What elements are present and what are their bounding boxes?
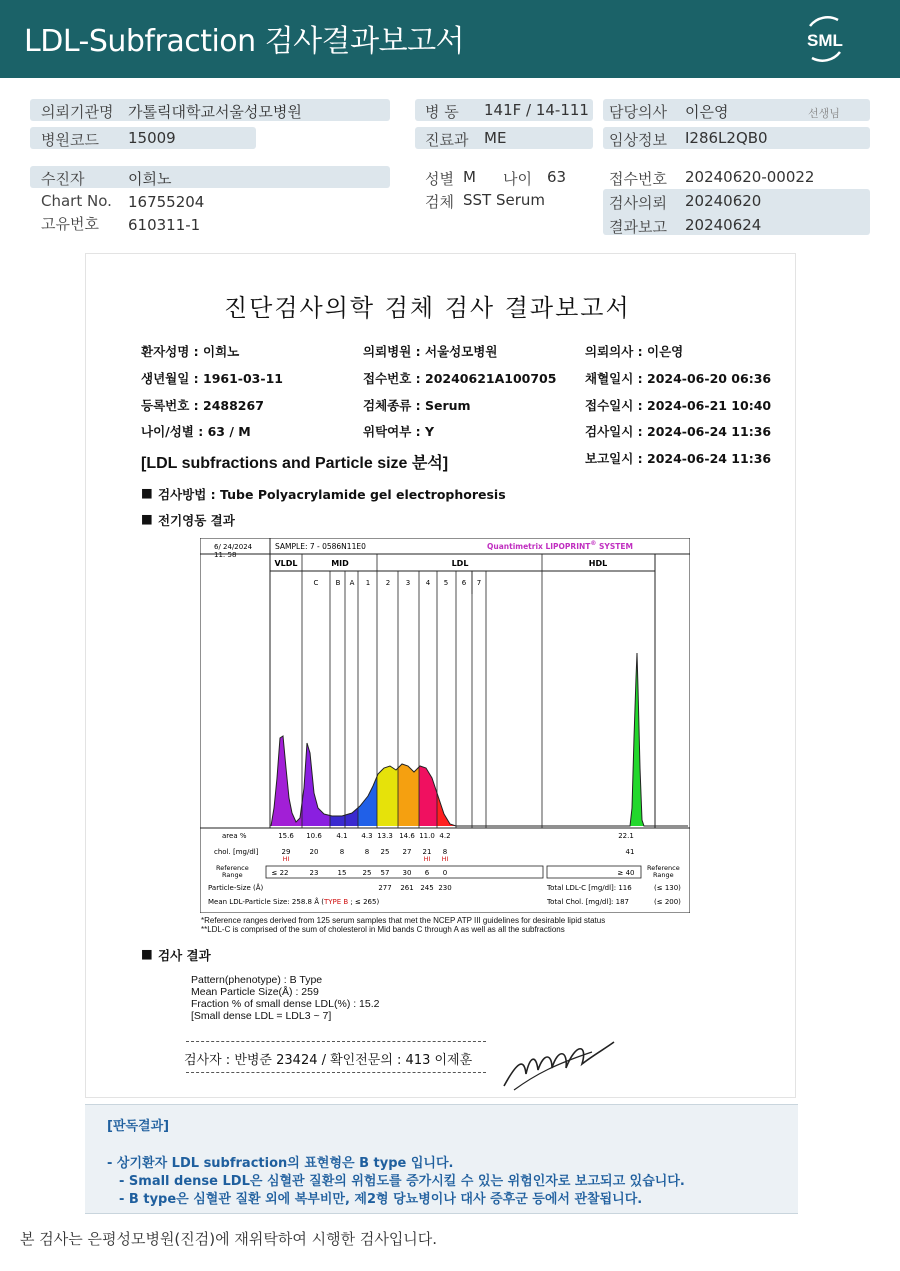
header-bar	[0, 0, 900, 78]
psize-value: 230	[438, 884, 452, 892]
ref-value: 6	[424, 869, 430, 877]
institution-label: 의뢰기관명	[41, 103, 114, 121]
chart-sample: SAMPLE: 7 - 0586N11E0	[275, 542, 366, 551]
dept-label: 진료과	[425, 131, 469, 149]
doctor-label: 담당의사	[609, 103, 667, 121]
ref-value: 23	[309, 869, 319, 877]
result-line: [Small dense LDL = LDL3 ~ 7]	[191, 1010, 332, 1022]
specimen-value: SST Serum	[463, 191, 546, 209]
judgement-line: - 상기환자 LDL subfraction의 표현형은 B type 입니다.	[107, 1156, 454, 1171]
area-value: 4.3	[361, 832, 373, 840]
total-chol: Total Chol. [mg/dl]: 187	[547, 898, 629, 906]
band-label: 5	[443, 579, 449, 587]
band-label: 7	[476, 579, 482, 587]
chol-value: 41	[625, 848, 635, 856]
paper-field: 검체종류 : Serum	[363, 398, 471, 413]
paper-field: 의뢰병원 : 서울성모병원	[363, 344, 498, 359]
result-heading: 검사 결과	[158, 948, 211, 963]
hi-flag: HI	[441, 855, 449, 863]
chol-value: 29	[281, 848, 291, 856]
area-value: 10.6	[306, 832, 322, 840]
psize-value: 245	[420, 884, 434, 892]
method-text: 검사방법 : Tube Polyacrylamide gel electrophoresis	[158, 487, 506, 502]
chol-value: 25	[380, 848, 390, 856]
chol-value: 8	[339, 848, 345, 856]
total-ldl-ref: (≤ 130)	[654, 884, 681, 892]
group-label: MID	[331, 559, 349, 568]
hi-flag: HI	[423, 855, 431, 863]
footnote: *Reference ranges derived from 125 serum samples that met the NCEP ATP III guidelines for desirable lipid status	[201, 916, 606, 925]
judgement-line: - Small dense LDL은 심혈관 질환의 위험도를 증가시킬 수 있는 위험인자로 보고되고 있습니다.	[119, 1174, 685, 1189]
area-value: 13.3	[377, 832, 393, 840]
psize-value: 277	[378, 884, 392, 892]
group-label: LDL	[451, 559, 469, 568]
ref-value: 30	[402, 869, 412, 877]
row-label: Particle-Size (Å)	[208, 884, 264, 892]
patient-value: 이희노	[128, 170, 172, 188]
doctor-value: 이은영	[685, 103, 729, 121]
sex-value: M	[463, 168, 476, 186]
result-line: Mean Particle Size(Å) : 259	[191, 986, 319, 998]
section-title: [LDL subfractions and Particle size 분석]	[141, 455, 449, 472]
signature-rule-top	[186, 1041, 486, 1042]
paper-field: 채혈일시 : 2024-06-20 06:36	[585, 371, 772, 386]
paper-title: 진단검사의학 검체 검사 결과보고서	[224, 294, 631, 322]
request-value: 20240620	[685, 192, 762, 210]
paper-field: 보고일시 : 2024-06-24 11:36	[585, 451, 772, 466]
row-label: area %	[222, 832, 247, 840]
chart-date: 6/ 24/2024	[214, 543, 253, 551]
signature-image	[496, 1034, 616, 1094]
sex-label: 성별	[425, 170, 454, 188]
ref-value: 57	[380, 869, 390, 877]
electro-heading: 전기영동 결과	[158, 513, 235, 528]
row-label: Range	[653, 871, 674, 879]
band-label: B	[335, 579, 341, 587]
result-line: Fraction % of small dense LDL(%) : 15.2	[191, 998, 380, 1010]
ref-value: 0	[442, 869, 448, 877]
paper-field: 접수일시 : 2024-06-21 10:40	[585, 398, 772, 413]
area-value: 15.6	[278, 832, 294, 840]
chol-value: 21	[422, 848, 432, 856]
band-label: 4	[425, 579, 431, 587]
signer-line: 검사자 : 반병준 23424 / 확인전문의 : 413 이제훈	[184, 1053, 473, 1068]
footnote: **LDL-C is comprised of the sum of cholesterol in Mid bands C through A as well as all the subfractions	[201, 925, 565, 934]
svg-text:SML: SML	[807, 31, 843, 50]
row-label: Reference	[216, 864, 249, 872]
bullet-icon: ■	[141, 946, 153, 961]
paper-field: 위탁여부 : Y	[363, 424, 435, 439]
ref-value: ≤ 22	[271, 869, 289, 877]
paper-field: 나이/성별 : 63 / M	[141, 424, 251, 439]
row-label: chol. [mg/dl]	[214, 848, 259, 856]
chart-label: Chart No.	[41, 192, 112, 210]
area-value: 11.0	[419, 832, 435, 840]
institution-value: 가톨릭대학교서울성모병원	[128, 103, 302, 121]
judgement-line: - B type은 심혈관 질환 외에 복부비만, 제2형 당뇨병이나 대사 증후군 등에서 관찰됩니다.	[119, 1192, 643, 1207]
ref-value: 15	[337, 869, 347, 877]
band-label: A	[349, 579, 355, 587]
chart-brand: Quantimetrix LIPOPRINT® SYSTEM	[487, 540, 633, 551]
clinical-value: I286L2QB0	[685, 129, 768, 147]
chart-time: 11: 58	[214, 551, 237, 559]
group-label: VLDL	[274, 559, 298, 568]
code-label: 병원코드	[41, 131, 99, 149]
report-title: LDL-Subfraction 검사결과보고서	[24, 24, 465, 59]
judgement-panel	[85, 1104, 798, 1214]
footer-note: 본 검사는 은평성모병원(진검)에 재위탁하여 시행한 검사입니다.	[20, 1230, 438, 1248]
specimen-label: 검체	[425, 193, 454, 211]
report-date-label: 결과보고	[609, 218, 667, 236]
area-value: 4.2	[439, 832, 451, 840]
clinical-label: 임상정보	[609, 131, 667, 149]
paper-field: 등록번호 : 2488267	[141, 398, 264, 413]
uid-label: 고유번호	[41, 215, 99, 233]
chol-value: 8	[364, 848, 370, 856]
band-label: C	[313, 579, 319, 587]
band-label: 3	[405, 579, 411, 587]
doctor-suffix: 선생님	[808, 107, 840, 120]
area-value: 22.1	[618, 832, 634, 840]
area-value: 4.1	[336, 832, 348, 840]
chol-value: 27	[402, 848, 412, 856]
age-label: 나이	[503, 170, 532, 188]
ward-value: 141F / 14-111	[484, 101, 589, 119]
band-label: 2	[385, 579, 391, 587]
sml-logo	[798, 12, 852, 66]
paper-field: 생년월일 : 1961-03-11	[141, 371, 283, 386]
band-label: 6	[461, 579, 467, 587]
paper-field: 환자성명 : 이희노	[141, 344, 240, 359]
reception-label: 접수번호	[609, 170, 667, 188]
chol-value: 20	[309, 848, 319, 856]
judgement-title: [판독결과]	[107, 1119, 170, 1134]
dept-value: ME	[484, 129, 507, 147]
row-label: Reference	[647, 864, 680, 872]
result-line: Pattern(phenotype) : B Type	[191, 974, 323, 986]
request-label: 검사의뢰	[609, 194, 667, 212]
uid-value: 610311-1	[128, 216, 201, 234]
band-label: 1	[365, 579, 371, 587]
bullet-icon: ■	[141, 511, 153, 526]
group-label: HDL	[588, 559, 608, 568]
signature-rule-bottom	[186, 1072, 486, 1073]
chol-value: 8	[442, 848, 448, 856]
paper-field: 검사일시 : 2024-06-24 11:36	[585, 424, 772, 439]
bullet-icon: ■	[141, 485, 153, 500]
age-value: 63	[547, 168, 567, 186]
total-chol-ref: (≤ 200)	[654, 898, 681, 906]
ref-value: ≥ 40	[617, 869, 635, 877]
area-value: 14.6	[399, 832, 415, 840]
report-date-value: 20240624	[685, 216, 762, 234]
total-ldl: Total LDL-C [mg/dl]: 116	[547, 884, 632, 892]
psize-value: 261	[400, 884, 414, 892]
code-value: 15009	[128, 129, 176, 147]
row-label: Range	[222, 871, 243, 879]
paper-field: 의뢰의사 : 이은영	[585, 344, 684, 359]
ward-label: 병 동	[425, 103, 459, 121]
ref-value: 25	[362, 869, 372, 877]
patient-label: 수진자	[41, 170, 85, 188]
paper-field: 접수번호 : 20240621A100705	[363, 371, 557, 386]
lipoprint-chart	[200, 538, 690, 913]
mean-size: Mean LDL-Particle Size: 258.8 Å (TYPE B ; ≤ 265)	[208, 898, 380, 906]
reception-value: 20240620-00022	[685, 168, 815, 186]
hi-flag: HI	[282, 855, 290, 863]
chart-value: 16755204	[128, 193, 205, 211]
